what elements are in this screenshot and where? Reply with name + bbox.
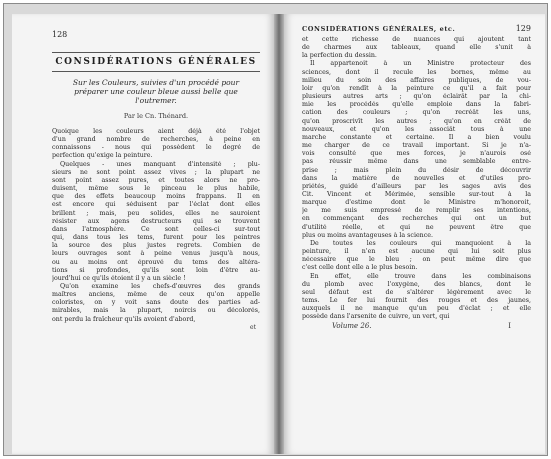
text-line: De toutes les couleurs qui manquoient à la [310,239,531,247]
right-page-number: 129 [515,24,531,33]
left-page-body [52,128,260,324]
text-line: la source des plus justes regrets. Combien de [52,242,260,250]
signature-number: I [508,322,511,331]
text-line: ou au moins ont éprouvé du tems des altéra- [52,258,260,266]
text-line: peinture, il n'en est aucune qui lui soit plus [302,248,531,256]
text-line: qui, dans tous les tems, furent pour les peintres [52,234,260,242]
text-line: dans la matière de nouvelles et d'utiles pro- [302,174,531,182]
text-line: d'un grand nombre de recherches, à peine en [52,136,260,144]
text-line: connaissons - nous qui possèdent le degré de [52,144,260,152]
text-line: plus ou moins avantageuses à la science. [302,231,433,239]
text-line: sciences, dont il recule les bornes, même au [302,68,531,76]
article-byline: Par le Cn. Thénard. [123,112,189,120]
title-top-rule [52,52,260,53]
text-line: mirables, mais la plupart, noircis ou décolorés, [52,307,260,315]
text-line: de charmes aux tableaux, quand elle s'unit à [302,44,531,52]
text-line: qu'on proscrivît les autres ; qu'on en créât de [302,117,531,125]
text-line: je me suis empressé de remplir ses intentions, [302,207,531,215]
text-line: marche constante et certaine. Il a bien voulu [302,133,531,141]
text-line: coloristes, on y voit sans doute des parties ad- [52,299,260,307]
article-title: CONSIDÉRATIONS GÉNÉRALES [55,57,257,67]
text-line: que des effets beaucoup moins frappans. Il en [52,193,260,201]
text-line: brillent ; mais, peu solides, elles ne sauroient [52,209,260,217]
text-line: seul défaut est de s'altérer légèrement avec le [302,288,531,296]
text-line: du plomb avec l'oxygène, des blancs, dont le [302,280,531,288]
text-line: perfection qu'exige la peinture. [52,152,153,160]
text-line: sont point assez pures, et toutes alors ne pro- [52,176,260,184]
text-line: milieu du soin des affaires publiques, de vou- [302,76,531,84]
text-line: Cit. Vincent et Mérimée, sensible sur-tout à la [302,190,531,198]
text-line: d'utilité réelle, et qui ne peuvent être que [302,223,531,231]
text-line: pas réussir même dans une semblable entre- [302,158,531,166]
text-line: priétés, guidé d'ailleurs par les sages avis des [302,182,531,190]
text-line: maîtres anciens, même de ceux qu'on appelle [52,291,260,299]
text-line: cation des couleurs ; qu'on recréât les uns, [302,109,531,117]
text-line: et cette richesse de nuances qui ajoutent tant [302,36,531,43]
left-page-header [52,30,260,42]
text-line: plusieurs autres arts ; qu'on éclairât par la chi- [302,93,531,101]
right-page-body [302,36,531,321]
signature-mark: et [250,323,256,331]
right-page-header [302,24,531,36]
text-line: dans l'atmosphère. Ce sont celles-ci sur-tout [52,225,260,233]
text-line: possède dans l'arsenite de cuivre, un vert, qui [302,313,450,321]
open-book [12,14,545,454]
right-page [284,14,545,454]
text-line: Qu'on examine les chefs-d'œuvres des grands [60,282,260,290]
volume-label: Volume 26. [332,322,372,331]
text-line: jourd'hui ce qu'ils étoient il y a un siècle ! [52,274,186,282]
text-line: tions si profondes, qu'ils sont loin d'être au- [52,266,260,274]
text-line: loir qu'on rendît à la peinture ce qu'il a fait pour [302,84,531,92]
text-line: nécessaire que le bleu ; on peut même dire que [302,256,531,264]
text-line: la perfection du dessin. [302,52,377,60]
title-bottom-rule [52,71,260,72]
book-gutter [274,14,284,454]
text-line: Il appartenoit à un Ministre protecteur des [310,60,531,68]
running-head: CONSIDÉRATIONS GÉNÉRALES, etc. [302,25,456,33]
text-line: Quelques - unes manquant d'intensité ; plu- [60,160,260,168]
scan-frame [3,3,548,456]
text-line: ont perdu la fraîcheur qu'ils avoient d'abord, [52,315,196,323]
right-page-footer [302,322,531,330]
text-line: résister aux agens destructeurs qui se trouvent [52,217,260,225]
left-page [12,14,274,454]
text-line: en commençant des recherches qui ont un but [302,215,531,223]
text-line: nouveaux, et qu'on les associât tous à une [302,125,531,133]
text-line: sieurs ne sont point assez vives ; la plupart ne [52,168,260,176]
text-line: prise ; mais plein du désir de découvrir [302,166,531,174]
article-subtitle: Sur les Couleurs, suivies d'un procédé pour préparer une couleur bleue aussi belle que l'outremer. [72,78,240,105]
text-line: duisent, même sous le pinceau le plus habile, [52,185,260,193]
left-page-number: 128 [52,30,68,39]
text-line: vois consulté que mes forces, je n'aurois osé [302,150,531,158]
text-line: me charger de ce travail important. Si je n'a- [302,142,531,150]
text-line: marque d'estime dont le Ministre m'honoroit, [302,199,531,207]
text-line: auxquels il ne manque qu'un peu d'éclat ; et elle [302,305,531,313]
text-line: est encore qui séduisent par l'éclat dont elles [52,201,260,209]
text-line: c'est celle dont elle a le plus besoin. [302,264,418,272]
text-line: mie les procédés qu'elle emploie dans la fabri- [302,101,531,109]
text-line: tems. Le fer lui fournit des rouges et des jaunes, [302,297,531,304]
text-line: En effet, elle trouve dans les combinaisons [310,272,531,280]
text-line: Quoique les couleurs aient déjà été l'objet [52,128,260,135]
text-line: leurs ouvrages sont à peine venus jusqu'à nous, [52,250,260,258]
